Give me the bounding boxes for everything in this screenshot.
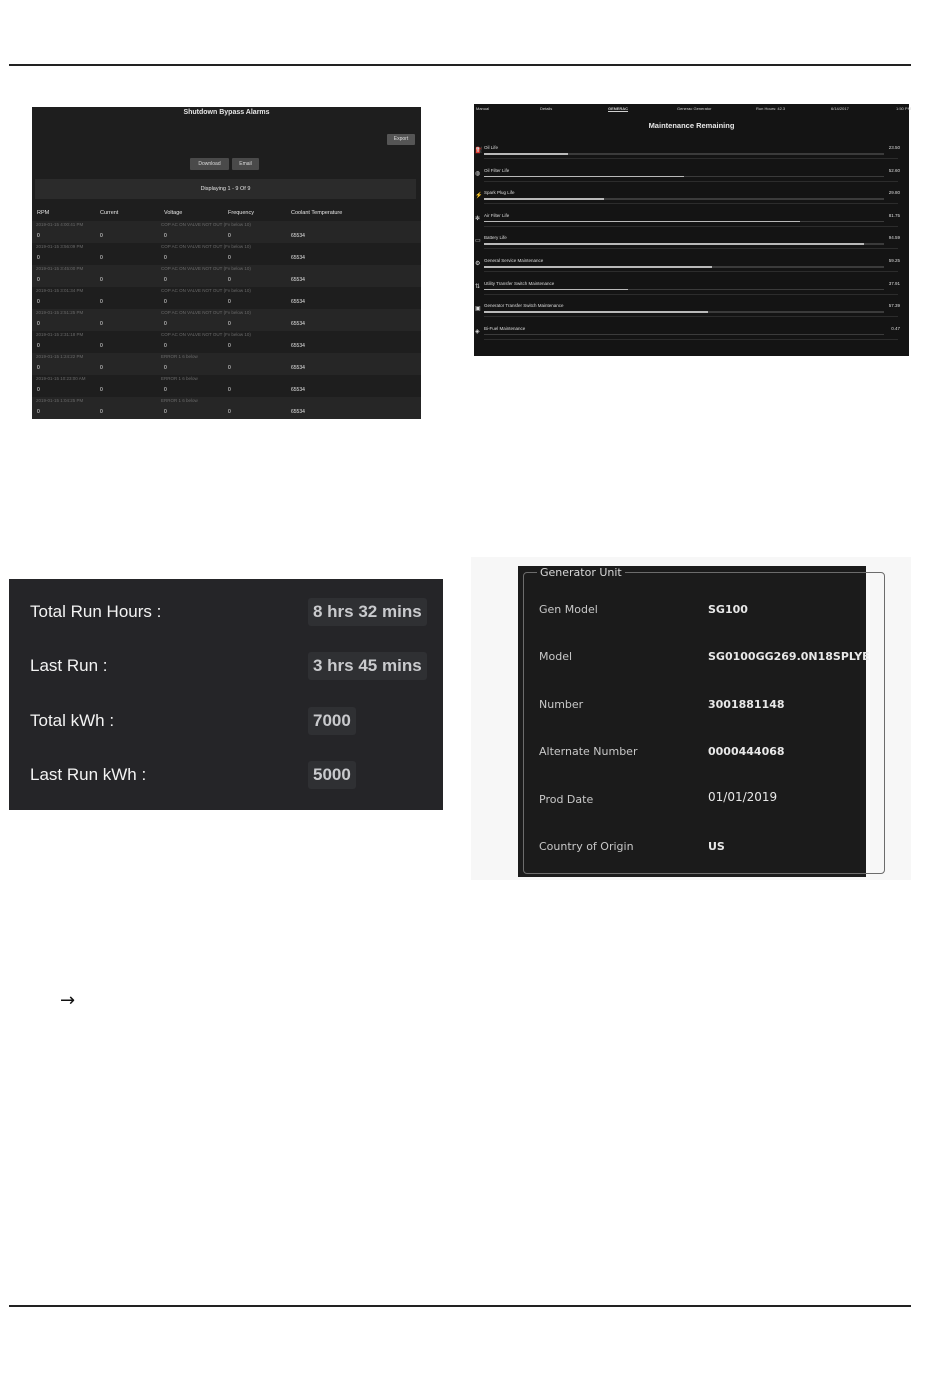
generator-field-value: US: [708, 840, 725, 853]
table-row: [32, 265, 421, 287]
run-stat-label: Total Run Hours :: [30, 602, 162, 621]
cell-current: 0: [100, 387, 103, 393]
details-tab[interactable]: Details: [540, 106, 553, 111]
divider: [484, 271, 898, 272]
generator-field-label: Gen Model: [539, 603, 598, 616]
cell-rpm: 0: [37, 321, 40, 327]
generator-name: Generac Generator: [677, 106, 712, 111]
run-stat-value: 5000: [308, 761, 356, 789]
cell-rpm: 0: [37, 277, 40, 283]
alarm-timestamp: 2019-01-15 3:45:00 PM: [36, 266, 84, 271]
maintenance-item-value: 81.75: [888, 212, 900, 218]
run-stat-value: 8 hrs 32 mins: [308, 598, 427, 626]
alarm-timestamp: 2019-01-15 10:23:00 AM: [36, 376, 86, 381]
cell-rpm: 0: [37, 233, 40, 239]
column-header-voltage: Voltage: [164, 210, 183, 216]
run-stat-row: [9, 652, 443, 682]
cell-voltage: 0: [164, 277, 167, 283]
divider: [484, 294, 898, 295]
generator-field-value: 0000444068: [708, 745, 785, 759]
maintenance-progress-fill: [484, 198, 604, 200]
table-row: [32, 243, 421, 265]
maintenance-item-label: Bi-Fuel Maintenance: [484, 325, 526, 331]
cell-coolant: 65534: [291, 299, 305, 305]
cell-coolant: 65534: [291, 277, 305, 283]
alarm-description: COP AC ON VALVE NOT OUT (Fv below 10): [161, 332, 251, 337]
manual-tab[interactable]: Manual: [476, 106, 490, 111]
maintenance-item[interactable]: [474, 326, 909, 348]
run-stat-row: [9, 707, 443, 737]
alarm-description: COP AC ON VALVE NOT OUT (Fv below 10): [161, 244, 251, 249]
cell-rpm: 0: [37, 409, 40, 415]
maintenance-progress-bar: [484, 266, 884, 268]
alarm-description: COP AC ON VALVE NOT OUT (Fv below 10): [161, 266, 251, 271]
cell-frequency: 0: [228, 277, 231, 283]
table-row: [32, 397, 421, 419]
run-stat-label: Last Run kWh :: [30, 765, 147, 784]
cell-current: 0: [100, 277, 103, 283]
run-stat-row: [9, 598, 443, 628]
email-button[interactable]: Email: [232, 158, 259, 170]
maintenance-item-label: Generator Transfer Switch Maintenance: [484, 303, 564, 309]
cell-frequency: 0: [228, 255, 231, 261]
date-display: 6/14/2017: [831, 106, 849, 111]
maintenance-progress-bar: [484, 176, 884, 178]
run-stat-label: Last Run :: [30, 656, 108, 675]
oil-filter-icon: ◍: [475, 170, 481, 177]
cell-rpm: 0: [37, 255, 40, 261]
alarm-timestamp: 2019-01-15 4:00:41 PM: [36, 222, 84, 227]
maintenance-progress-fill: [484, 266, 712, 268]
maintenance-top-bar: [474, 106, 909, 114]
generator-unit-legend: Generator Unit: [537, 566, 625, 579]
generator-field-value: SG100: [708, 603, 748, 616]
maintenance-item-value: 37.91: [888, 280, 900, 286]
divider: [484, 316, 898, 317]
maintenance-progress-bar: [484, 243, 884, 245]
maintenance-item-label: Air Filter Life: [484, 212, 510, 218]
generac-logo: GENERAC: [608, 106, 629, 111]
cell-rpm: 0: [37, 299, 40, 305]
maintenance-progress-bar: [484, 153, 884, 155]
alarm-timestamp: 2019-01-15 3:01:34 PM: [36, 288, 84, 293]
cell-voltage: 0: [164, 255, 167, 261]
table-row: [32, 221, 421, 243]
maintenance-item-value: 94.59: [888, 235, 900, 241]
cell-current: 0: [100, 233, 103, 239]
table-row: [32, 287, 421, 309]
cell-voltage: 0: [164, 233, 167, 239]
cell-frequency: 0: [228, 387, 231, 393]
cell-frequency: 0: [228, 233, 231, 239]
maintenance-item[interactable]: [474, 168, 909, 190]
maintenance-remaining-panel: [474, 104, 909, 356]
cell-voltage: 0: [164, 365, 167, 371]
alarm-description: ERROR 1 6 below: [161, 398, 198, 403]
generator-icon: ▣: [475, 306, 481, 313]
maintenance-progress-bar: [484, 311, 884, 313]
generator-field-label: Number: [539, 697, 584, 711]
alarm-timestamp: 2019-01-15 2:31:18 PM: [36, 332, 84, 337]
divider: [484, 226, 898, 227]
run-hours: Run Hours: 42.3: [756, 106, 786, 111]
cell-frequency: 0: [228, 409, 231, 415]
run-stat-value: 7000: [308, 707, 356, 735]
generator-unit-frame: [523, 572, 885, 874]
maintenance-item[interactable]: [474, 235, 909, 257]
maintenance-item[interactable]: [474, 213, 909, 235]
run-stat-value: 3 hrs 45 mins: [308, 652, 427, 680]
bottom-rule: [9, 1305, 911, 1307]
cell-coolant: 65534: [291, 321, 305, 327]
run-stats-panel: [9, 579, 443, 810]
maintenance-item-label: General Service Maintenance: [484, 258, 544, 263]
cell-frequency: 0: [228, 321, 231, 327]
table-row: [32, 375, 421, 397]
cell-coolant: 65534: [291, 233, 305, 239]
alarm-timestamp: 2019-01-15 1:24:22 PM: [36, 354, 84, 359]
alarm-description: COP AC ON VALVE NOT OUT (Fv below 10): [161, 222, 251, 227]
cell-current: 0: [100, 343, 103, 349]
cell-voltage: 0: [164, 387, 167, 393]
cell-coolant: 65534: [291, 343, 305, 349]
generator-field-label: Alternate Number: [539, 745, 638, 759]
maintenance-item-value: 57.39: [888, 303, 900, 309]
divider: [484, 339, 898, 340]
fuel-icon: ◈: [475, 328, 480, 335]
export-button[interactable]: Export: [387, 134, 415, 145]
cell-coolant: 65534: [291, 387, 305, 393]
table-row: [32, 309, 421, 331]
maintenance-progress-fill: [484, 153, 568, 155]
shutdown-bypass-alarms-panel: [32, 107, 421, 418]
maintenance-item-label: Oil Life: [484, 145, 499, 150]
divider: [484, 248, 898, 249]
cell-voltage: 0: [164, 343, 167, 349]
cell-current: 0: [100, 255, 103, 261]
maintenance-progress-fill: [484, 311, 708, 313]
maintenance-progress-fill: [484, 176, 684, 178]
maintenance-progress-fill: [484, 289, 628, 291]
generator-field-value: 3001881148: [708, 697, 785, 711]
cell-current: 0: [100, 321, 103, 327]
generator-unit-panel: [518, 566, 870, 877]
cell-rpm: 0: [37, 387, 40, 393]
maintenance-title: Maintenance Remaining: [648, 121, 735, 130]
maintenance-item-label: Oil Filter Life: [484, 167, 510, 173]
table-row: [32, 331, 421, 353]
right-arrow-icon: →: [60, 990, 76, 1011]
cell-rpm: 0: [37, 365, 40, 371]
alarm-description: COP AC ON VALVE NOT OUT (Fv below 10): [161, 288, 251, 293]
maintenance-item-label: Utility Transfer Switch Maintenance: [484, 280, 555, 286]
alarms-table-header: [32, 210, 421, 220]
time-display: 1:50 PM: [896, 106, 911, 111]
battery-icon: ▭: [475, 238, 481, 245]
maintenance-item-value: 29.80: [888, 190, 900, 196]
table-row: [32, 353, 421, 375]
top-rule: [9, 64, 911, 66]
cell-frequency: 0: [228, 365, 231, 371]
download-button[interactable]: Download: [190, 158, 229, 170]
displaying-count: Displaying 1 - 9 Of 9: [35, 179, 416, 199]
generator-field-label: Model: [539, 650, 573, 664]
spark-plug-icon: ⚡: [475, 193, 483, 200]
generator-field-label: Prod Date: [539, 792, 594, 806]
maintenance-progress-bar: [484, 221, 884, 223]
alarms-title: Shutdown Bypass Alarms: [183, 109, 270, 116]
cell-frequency: 0: [228, 299, 231, 305]
maintenance-item-label: Spark Plug Life: [484, 190, 515, 196]
generator-field-value: SG0100GG269.0N18SPLYE: [708, 650, 870, 664]
maintenance-item[interactable]: [474, 258, 909, 280]
maintenance-progress-bar: [484, 334, 884, 336]
cell-voltage: 0: [164, 299, 167, 305]
generator-field-value: 01/01/2019: [708, 789, 778, 804]
cell-current: 0: [100, 409, 103, 415]
maintenance-item[interactable]: [474, 145, 909, 167]
maintenance-item[interactable]: [474, 281, 909, 303]
generator-field-label: Country of Origin: [539, 840, 634, 853]
maintenance-item[interactable]: [474, 190, 909, 212]
maintenance-progress-fill: [484, 243, 864, 245]
maintenance-item-label: Battery Life: [484, 235, 507, 241]
alarm-timestamp: 2019-01-15 3:56:09 PM: [36, 244, 84, 249]
cell-frequency: 0: [228, 343, 231, 349]
cell-coolant: 65534: [291, 409, 305, 415]
alarms-table-body: [32, 221, 421, 419]
column-header-frequency: Frequency: [228, 210, 254, 216]
run-stat-row: [9, 761, 443, 791]
cell-current: 0: [100, 365, 103, 371]
wrench-icon: ⚙: [475, 261, 481, 267]
air-filter-icon: ✻: [475, 215, 481, 222]
alarm-description: ERROR 1 6 below: [161, 354, 198, 359]
divider: [484, 158, 898, 159]
maintenance-progress-bar: [484, 289, 884, 291]
alarm-description: ERROR 1 6 below: [161, 376, 198, 381]
switch-icon: ⇅: [475, 283, 481, 290]
cell-coolant: 65534: [291, 255, 305, 261]
maintenance-progress-fill: [484, 221, 800, 223]
column-header-rpm: RPM: [37, 210, 50, 216]
cell-rpm: 0: [37, 343, 40, 349]
alarm-description: COP AC ON VALVE NOT OUT (Fv below 10): [161, 310, 251, 315]
column-header-coolant-temperature: Coolant Temperature: [291, 210, 343, 216]
alarm-timestamp: 2019-01-15 2:51:25 PM: [36, 310, 84, 315]
maintenance-item-value: 52.60: [888, 167, 900, 173]
maintenance-item-value: 23.50: [888, 145, 900, 150]
oil-can-icon: ⛽: [475, 148, 483, 154]
alarm-timestamp: 2019-01-15 1:04:25 PM: [36, 398, 84, 403]
run-stat-label: Total kWh :: [30, 711, 115, 730]
cell-current: 0: [100, 299, 103, 305]
cell-voltage: 0: [164, 409, 167, 415]
maintenance-item[interactable]: [474, 303, 909, 325]
column-header-current: Current: [100, 210, 119, 216]
maintenance-progress-bar: [484, 198, 884, 200]
maintenance-item-value: 0.47: [891, 325, 900, 331]
cell-coolant: 65534: [291, 365, 305, 371]
divider: [484, 181, 898, 182]
divider: [484, 203, 898, 204]
maintenance-item-value: 59.25: [888, 258, 900, 263]
cell-voltage: 0: [164, 321, 167, 327]
